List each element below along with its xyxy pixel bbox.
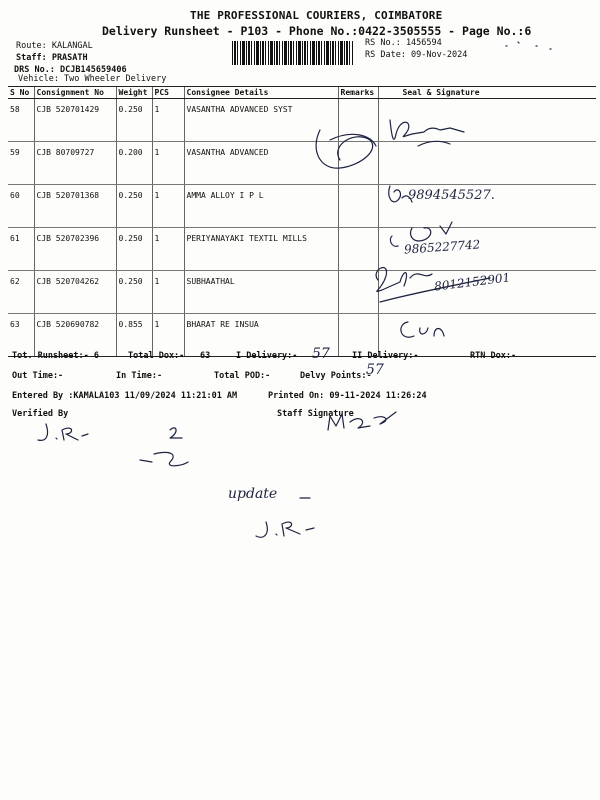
- rs-number: RS No.: 1456594: [365, 38, 442, 48]
- out-time-label: Out Time:-: [12, 371, 64, 381]
- total-dox-label: Total Dox:-: [128, 351, 185, 361]
- rtn-dox-label: RTN Dox:-: [470, 351, 517, 361]
- cell-consignment: CJB 520701368: [34, 185, 116, 228]
- cell-remarks: [338, 228, 378, 271]
- cell-sno: 63: [8, 314, 34, 357]
- col-pcs: PCS: [152, 87, 184, 99]
- staff-label: Staff: PRASATH: [16, 53, 88, 63]
- cell-pcs: 1: [152, 185, 184, 228]
- handwritten-phone-row60: 9894545527.: [408, 188, 495, 203]
- delvy-points-label: Delvy Points:-: [300, 371, 372, 381]
- cell-sno: 62: [8, 271, 34, 314]
- total-pod-label: Total POD:-: [214, 371, 271, 381]
- cell-consignee: VASANTHA ADVANCED SYST: [184, 99, 338, 142]
- cell-sno: 58: [8, 99, 34, 142]
- drs-number: DRS No.: DCJB145659406: [14, 65, 127, 75]
- table-row: [8, 99, 596, 142]
- cell-consignment: CJB 520690782: [34, 314, 116, 357]
- i-delivery-label: I Delivery:-: [236, 351, 298, 361]
- entered-by: Entered By :KAMALA103 11/09/2024 11:21:01 AM: [12, 391, 238, 401]
- cell-sno: 59: [8, 142, 34, 185]
- staff-signature-label: Staff Signature: [277, 409, 354, 419]
- table-row: [8, 185, 596, 228]
- vehicle-label: Vehicle: Two Wheeler Delivery: [18, 74, 167, 84]
- cell-consignee: AMMA ALLOY I P L: [184, 185, 338, 228]
- cell-sno: 61: [8, 228, 34, 271]
- cell-pcs: 1: [152, 228, 184, 271]
- cell-sno: 60: [8, 185, 34, 228]
- handwritten-update-note: update: [228, 486, 278, 502]
- cell-weight: 0.250: [116, 228, 152, 271]
- printed-on: Printed On: 09-11-2024 11:26:24: [268, 391, 427, 401]
- cell-pcs: 1: [152, 314, 184, 357]
- barcode: [232, 41, 354, 65]
- cell-consignment: CJB 520702396: [34, 228, 116, 271]
- cell-pcs: 1: [152, 142, 184, 185]
- cell-weight: 0.250: [116, 99, 152, 142]
- cell-consignment: CJB 520701429: [34, 99, 116, 142]
- cell-consignee: BHARAT RE INSUA: [184, 314, 338, 357]
- cell-weight: 0.250: [116, 271, 152, 314]
- col-consignee: Consignee Details: [184, 87, 338, 99]
- col-remarks: Remarks: [338, 87, 378, 99]
- cell-consignment: CJB 80709727: [34, 142, 116, 185]
- company-title: THE PROFESSIONAL COURIERS, COIMBATORE: [190, 9, 443, 22]
- cell-remarks: [338, 142, 378, 185]
- stray-marks: [500, 36, 560, 56]
- cell-consignee: SUBHAATHAL: [184, 271, 338, 314]
- runsheet-table: [8, 86, 596, 357]
- cell-weight: 0.200: [116, 142, 152, 185]
- cell-pcs: 1: [152, 99, 184, 142]
- tot-runsheet: Tot. Runsheet:- 6: [12, 351, 99, 361]
- cell-remarks: [338, 271, 378, 314]
- col-weight: Weight: [116, 87, 152, 99]
- total-dox-value: 63: [200, 351, 211, 361]
- route-label: Route: KALANGAL: [16, 41, 93, 51]
- in-time-label: In Time:-: [116, 371, 163, 381]
- cell-consignee: VASANTHA ADVANCED: [184, 142, 338, 185]
- col-seal-signature: Seal & Signature: [378, 87, 596, 99]
- cell-pcs: 1: [152, 271, 184, 314]
- col-consignment: Consignment No: [34, 87, 116, 99]
- handwritten-verify-signatures: [20, 410, 420, 550]
- cell-remarks: [338, 99, 378, 142]
- col-sno: S No: [8, 87, 34, 99]
- cell-consignment: CJB 520704262: [34, 271, 116, 314]
- rs-date: RS Date: 09-Nov-2024: [365, 50, 468, 60]
- handwritten-phone-row61: 9865227742: [403, 237, 481, 257]
- handwritten-i-delivery: 57: [312, 346, 330, 362]
- runsheet-title: Delivery Runsheet - P103 - Phone No.:0422-3505555 - Page No.:6: [102, 24, 532, 38]
- cell-signature: [378, 142, 596, 185]
- handwritten-phone-row62: 8012152901: [433, 270, 511, 294]
- verified-by-label: Verified By: [12, 409, 69, 419]
- table-row: [8, 142, 596, 185]
- table-row: [8, 228, 596, 271]
- ii-delivery-label: II Delivery:-: [352, 351, 419, 361]
- cell-signature: [378, 99, 596, 142]
- cell-consignee: PERIYANAYAKI TEXTIL MILLS: [184, 228, 338, 271]
- table-header-row: [8, 87, 596, 99]
- cell-weight: 0.855: [116, 314, 152, 357]
- handwritten-delvy-points: 57: [366, 362, 384, 378]
- cell-remarks: [338, 185, 378, 228]
- cell-weight: 0.250: [116, 185, 152, 228]
